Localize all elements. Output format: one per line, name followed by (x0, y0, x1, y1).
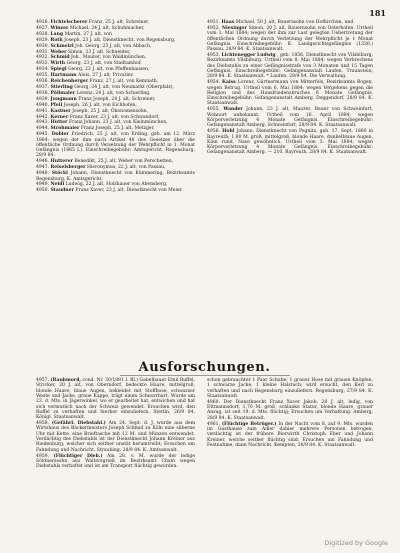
entry-name: Roth (50, 37, 63, 43)
entry-number: 4928. (36, 31, 50, 37)
entry-name: Pfeil (50, 102, 63, 108)
entry-name: Wander (223, 107, 243, 113)
entry-text: Simon, 20 J. alt, Bauernsohn von Osterhofen. Urtheil vom 1. Mai 1884; wegen der ihm zur Last gelegten Uebertretung der öffentlichen Ordnung durch Verletzung der Wehrpflicht je 1 Monat Gefängnis. Einschreibegebühr: K. Landgerichtsgefängnis (1330.) Passau, 28/9 84. K. Staatsanwalt. (207, 25, 373, 53)
notice-entry (36, 26, 195, 31)
notice-entry (36, 85, 195, 90)
entry-name: Dobler (51, 132, 69, 138)
entry-text: Benedikt, 25 J. alt, Weber von Perschetten, (74, 159, 174, 165)
entry-name: Haas (221, 20, 235, 25)
entry-text: Joseph, 25 J. alt, Ökonomensohn, (72, 108, 149, 114)
entry-text: Der Dienstknecht Franz Xaver Jakob, 28 J. alt, ledig, von Ettmannsdorf, 1,70 M. groß, schlanke Statur, blonde Haare, grauer Anzug, ist seit 19. d. Mts. flüchtig; Ersuchen um Verhaftung. Amberg, 28/9 84. K. Staatsanwalt. (207, 399, 373, 421)
notice-entry (36, 55, 195, 60)
entry-name: (Raubmord, (50, 378, 81, 383)
entry-number: 4929. (36, 37, 50, 43)
entry-text: Joh. Georg, 23 J. alt, von Abbach, (75, 43, 152, 49)
entry-number: 4937. (36, 84, 50, 90)
notice-entry (36, 126, 195, 131)
entry-name: Hohl (222, 129, 235, 135)
entry-number: 4930. (36, 43, 50, 49)
entry-name: Jungmann (50, 96, 77, 102)
notice-entry (36, 79, 195, 84)
entry-name: Hutterer (50, 159, 73, 165)
entry-number: 4945. (36, 132, 50, 138)
notice-entry (36, 97, 195, 102)
right-column (207, 20, 373, 156)
heading-divider (120, 375, 290, 376)
notice-entry (36, 32, 195, 37)
entry-number: 4926. (36, 20, 50, 25)
entry-text: Franz Joseph, 25 J. alt, Metzger, (80, 126, 155, 132)
entry-text: Am 24. Sept. d. J. wurde aus dem Wirtshaus des Bäckermeisters Joseph Schmid zu Köln eine silberne Uhr mit Kette, eine Brieftasche mit 12 M. und Münzen entwendet. Verdächtig des Diebstahls ist der Dienstknecht Johann Kreiner aus Riedenburg, welcher sich seither unstät herumtreibt; Ersuchen um Fahndung und Nachricht. Straubing, 28/9 84. K. Amtsanwalt. (36, 421, 196, 453)
notice-entry (36, 188, 195, 193)
entry-name: Kaiss (222, 80, 236, 86)
entry-number: 4935. (36, 73, 50, 79)
entry-number: 4948. (36, 171, 50, 177)
entry-text: Johann, 23 J. alt, Maurer, Bauer von Schweinfurt, Wohnort unbekannt. Urtheil vom 16. April 1884; wegen Körperverletzung 4 Monate Gefängnis. Einschreibegebühr: Gefangenanstalt Amberg. Schweinfurt, 28/9 84. K. Staatsanwalt. (207, 107, 373, 129)
entry-name: Pöllmaier (50, 90, 76, 96)
entry-name: Schmid (50, 55, 70, 61)
notice-entry (36, 165, 195, 170)
notice-entry (207, 129, 373, 156)
entry-number: 4950. (36, 188, 50, 194)
entry-name: Strohmaier (50, 126, 80, 132)
entry-number: 4939. (36, 96, 50, 102)
notice-entry (36, 171, 195, 182)
notice-entry (36, 73, 195, 78)
entry-number: 4947. (36, 165, 50, 171)
entry-name: Weber (50, 49, 67, 55)
entry-text: Franz Xaver, 23 J. alt, von Schwandorf, (69, 114, 160, 120)
entry-text: Franz, 25 J. alt, Schreiner, (88, 20, 150, 25)
entry-number: 4932. (36, 55, 50, 61)
section-heading: Ausforschungen. (138, 360, 271, 375)
entry-text: Michael, 50 J. alt, Bauerssohn von Hofkirchen, und (235, 20, 354, 25)
entry-name: Hartmann (50, 73, 77, 79)
entry-number: 4957. (36, 378, 50, 383)
entry-text: Lorenz, 24 J. alt, von Schierling, (76, 90, 151, 96)
notice-entry (207, 80, 373, 107)
entry-number: 4941. (36, 108, 50, 114)
notice-entry (36, 421, 195, 453)
entry-name: Winzer (50, 25, 69, 31)
entry-text: Johann, Dienstknecht von Kümmering, Bezirksamts Regensburg, K. Amtsgericht, (36, 171, 196, 182)
notice-entry (207, 400, 373, 421)
entry-name: Reiselsberger (50, 165, 86, 171)
notice-entry (36, 67, 195, 72)
notice-entry (36, 109, 195, 114)
entry-number: 4944. (36, 126, 50, 132)
entry-text: Michael, 24 J. alt, Schuhmacher, (69, 25, 145, 31)
entry-text: cond. Nr. 30/1881 I. Bl.) Gabelbauer Emil Ruffel, Stricker, 20 J. alt, von Oberndorf, bedeckte Haare, mittelgroß, blonde Haare, blaue Augen, bekleidet mit Stoffhose, schwarzer Weste und Jacke, graue Kappe, trägt einen Schnurrbart. Wurde am 23. d. Mts. in Jägerwinkel, wo er gearbeitet hat, entwichen und hat sich vermutlich nach der Schweiz gewendet. Ersuchen wird, den Ruffel zu verhaften und hierher einzuliefern. Stettin, 26/9 84. Königl. Staatsanwalt. (36, 378, 195, 421)
entry-text: Joh., Maurer, von Waldmünchen, (71, 55, 147, 61)
entry-number: 4943. (36, 120, 50, 126)
entry-number: 4938. (36, 90, 50, 96)
entry-number: 4940. (36, 102, 50, 108)
entry-text: Georg, 24 J. alt, von Neumarkt (Oberpfalz), (74, 84, 174, 90)
entry-name: (Flüchtige Betrüger.) (221, 421, 277, 427)
entry-name: Kastner (50, 108, 71, 114)
entry-text: Simon, 23 J. alt, Schneider, (68, 49, 131, 55)
entry-number: 4931. (36, 49, 50, 55)
entry-number: 4927. (36, 25, 50, 31)
notice-entry (36, 378, 195, 421)
entry-name: Niesinger (221, 25, 247, 31)
entry-name: Stöckl (51, 171, 68, 177)
entry-number: 4936. (36, 79, 50, 85)
entry-number: 4955. (207, 107, 221, 113)
entry-number: 4960. (207, 399, 221, 405)
entry-text: Franz Xaver, 23 J. alt, Dienstknecht von Meier. (75, 188, 183, 194)
page-number: 181 (369, 8, 386, 18)
left-column (36, 20, 195, 194)
entry-number: 4951. (207, 20, 221, 25)
entry-number: 4954. (207, 80, 221, 86)
entry-text: Georg, 23 J. alt, von Pfeffenhausen, (67, 67, 150, 73)
google-watermark: Digitized by Google (324, 539, 388, 547)
entry-name: Wirth (50, 61, 66, 67)
entry-text: Lorenz, Gärtnermann von Mitterfels, Bezirksamts Bogen, wegen Betrug. Urtheil vom 6. Mai 1884; wegen Vergehens gegen die Religion und des Hausfriedensbruches 6 Monate Gefängnis. Einschreibegebühr: Gefangenanstalt Amberg. Deggendorf, 28/9 84. K. Staatsanwalt. (207, 80, 373, 107)
notice-entry (36, 132, 195, 159)
entry-number: 4952. (207, 25, 221, 31)
notice-entry (36, 20, 195, 25)
entry-number: 4933. (36, 61, 50, 67)
entry-name: Kerner (50, 114, 69, 120)
notice-entry (207, 20, 373, 25)
notice-entry (36, 44, 195, 49)
entry-text: , geb. 1856, Dienstknecht von Vilsbiburg, Bezirksamts Vilsbiburg. Urtheil vom 8. Mai 1884; wegen Verbrechens des Diebstahls zu einer Gefängnisstrafe von 3 Monaten und 15 Tagen Gefängnis. Einschreibegebühr: Gefangenanstalt Laufen. Traunstein, 28/9 84. K. Staatsanwalt. * Laufen, 29/9 84. Die Verwaltung. (207, 53, 373, 80)
entry-number: 4956. (207, 129, 221, 135)
entry-name: Spiegl (50, 67, 67, 73)
notice-entry (36, 103, 195, 108)
entry-text: Franz Joseph, 24 J. alt, Schreiner, (78, 96, 156, 102)
entry-text: Ludwig, 22 J. alt, Holzhauer von Abensberg, (65, 182, 168, 188)
notice-entry (36, 159, 195, 164)
entry-text: In der Nacht vom 8. auf 9. Mts. wurden im Gasthause zum Adler dahier mehrere Personen betrogen, verdächtig ist der frühere Bierwirth Christoph Eber und Johann Kreiner, welche seither flüchtig sind. Ersuchen um Fahndung und Festnahme, dann Nachricht. Kempten, 28/9 84. K. Staatsanwalt. (207, 421, 373, 448)
entry-name: Lichtenegger Ludwig (221, 53, 276, 59)
entry-text: Hieronymus, 22 J. alt, von Passau, (87, 165, 166, 171)
entry-name: Reichenberger (50, 79, 89, 85)
entry-text: Franz Johann, 23 J. alt, von Kleinmünchen, (69, 120, 168, 126)
entry-number: 4959. (36, 453, 50, 459)
notice-entry (207, 53, 373, 80)
notice-entry (207, 422, 373, 449)
entry-name: Lang (50, 31, 64, 37)
entry-name: (Gefährl. Diebstahl.) (51, 421, 106, 427)
entry-name: Neidl (50, 182, 65, 188)
bottom-left-column (36, 378, 195, 470)
entry-text: Am 28. v. M. wurde der ledige Söldnerssohn aus Waltersgrieß im Bezirksamt Cham wegen Diebstahls verhaftet und ist am Transport flüchtig geworden. (36, 453, 196, 470)
entry-number: 4958. (36, 421, 50, 427)
entry-number: 4953. (207, 53, 221, 59)
entry-number: 4946. (36, 159, 50, 165)
entry-text: Friedrich, 25 J. alt, von Erding, geb. am 12. März 1864; wegen der ihm nach Artikel 48 des Gesetzes über die öffentliche Ordnung durch Versetzung der Wehrpflicht in 1. Monat Gefängnis (1865 I.). Einschreibegebühr: Amtsgericht. Regensburg, 28/9 84. (36, 132, 195, 159)
entry-name: Schmelzl (50, 43, 74, 49)
entry-text: Joseph, 26 J. alt, von Eichhofen, (63, 102, 137, 108)
entry-text: Georg, 23 J. alt, von Stadtamhof, (66, 61, 142, 67)
entry-text: Franz, 27 J. alt, von Kemnath, (89, 79, 159, 85)
entry-number: 4949. (36, 182, 50, 188)
notice-entry (207, 26, 373, 53)
entry-number: 4942. (36, 114, 50, 120)
entry-text: Alois, 27 J. alt, Privatier. (78, 73, 134, 79)
entry-text: Johann, Dienstknecht von Pegnitz, geb. 17. Sept. 1860 in Bayreuth; 1,80 M. groß, mittelgroß, blonde Haare, dunkelblaue Augen, Kinn rund, Nase gewöhnlich. Urtheil vom 3. Mai 1884; wegen Körperverletzung 4 Monate Gefängnis. Einschreibegebühr: Gefangenanstalt Amberg. — 210. Bayreuth, 28/9 84. K. Staatsanwalt. (207, 129, 374, 156)
notice-entry (36, 454, 195, 470)
entry-text: schon gebrauchter 1 Paar Schuhe, 1 grauer Hose mit grauen Knöpfen, 1 schwarze Jacke, 1 kleine Halstuch; wird ersucht, den Kerl zu verhaften und nach Regensburg einzuliefern. Regensburg, 27/9 84. K. Staatsanwalt. (207, 378, 373, 399)
notice-entry (36, 38, 195, 43)
entry-name: Hutter (50, 120, 68, 126)
notice-entry (207, 107, 373, 128)
notice-entry (207, 378, 373, 399)
entry-number: 4961. (207, 421, 221, 427)
notice-entry (36, 91, 195, 96)
entry-name: (Flüchtiger Dieb.) (53, 453, 103, 459)
notice-entry (36, 61, 195, 66)
entry-number: 4934. (36, 67, 50, 73)
entry-text: Martin, 27 J. alt, von (64, 31, 112, 37)
notice-entry (36, 182, 195, 187)
entry-name: Stierling (50, 84, 73, 90)
entry-name: Staudner (50, 188, 74, 194)
entry-text: Joseph, 23 J. alt, Dienstknecht, von Regensburg, (64, 37, 176, 43)
entry-name: Fichtelscherer (50, 20, 88, 25)
notice-entry (36, 120, 195, 125)
bottom-right-column (207, 378, 373, 449)
